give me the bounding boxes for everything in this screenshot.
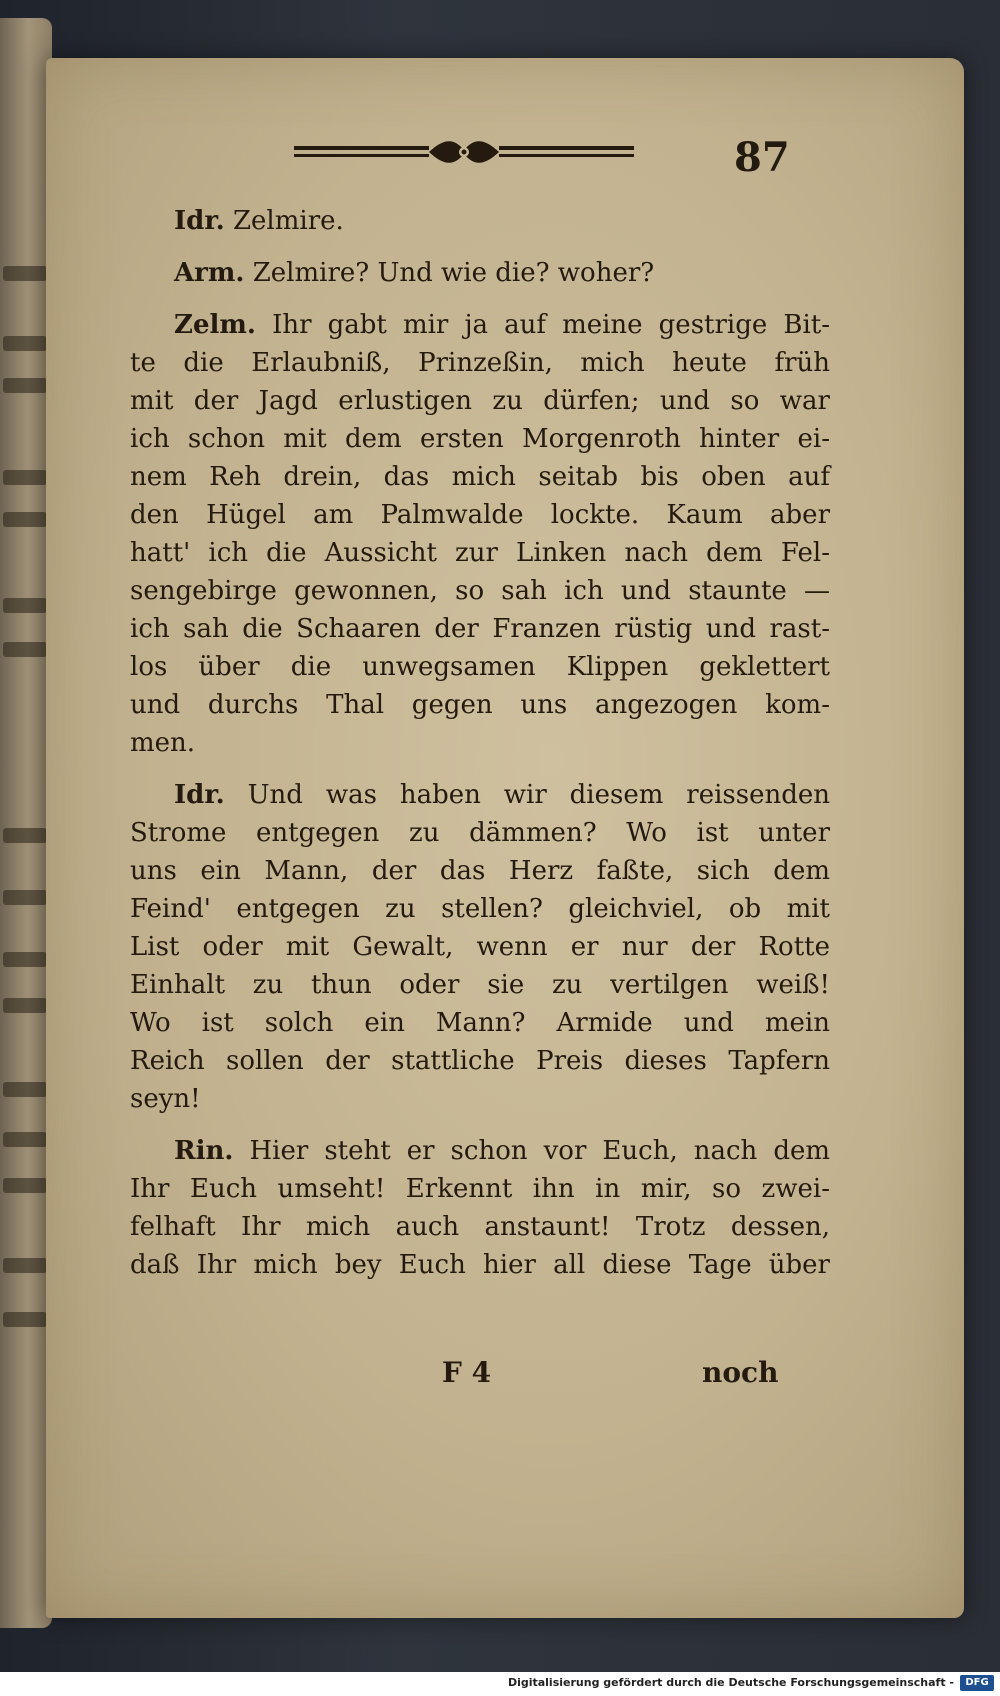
header-ornament (294, 132, 634, 172)
text-line: Feind' entgegen zu stellen? gleichviel, ob mit (130, 894, 830, 924)
catchword: noch (702, 1356, 779, 1389)
text-line: Reich sollen der stattliche Preis dieses Tapfern (130, 1046, 830, 1076)
text-line: mit der Jagd erlustigen zu dürfen; und so war (130, 386, 830, 416)
text-line: Ihr gabt mir ja auf meine gestrige Bit- (272, 310, 831, 340)
signature-mark: F 4 (442, 1356, 492, 1389)
text-line: Ihr Euch umseht! Erkennt ihn in mir, so zwei- (130, 1174, 830, 1204)
text-line: Zelmire. (232, 206, 344, 236)
paragraph (130, 306, 830, 762)
text-line: Und was haben wir diesem reissenden (247, 780, 830, 810)
text-line: Wo ist solch ein Mann? Armide und mein (130, 1008, 830, 1038)
paragraph (130, 254, 830, 292)
text-line: sengebirge gewonnen, so sah ich und staunte — (130, 576, 830, 606)
book-page (46, 58, 964, 1618)
text-line: den Hügel am Palmwalde lockte. Kaum aber (130, 500, 830, 530)
text-line: Einhalt zu thun oder sie zu vertilgen weiß! (130, 970, 830, 1000)
speaker-name: Zelm. (174, 310, 256, 340)
text-line: hatt' ich die Aussicht zur Linken nach dem Fel- (130, 538, 830, 568)
page-number: 87 (734, 134, 790, 181)
text-line: ich sah die Schaaren der Franzen rüstig und rast- (130, 614, 830, 644)
text-line: men. (130, 728, 196, 758)
dfg-logo: DFG (960, 1675, 994, 1691)
text-line: und durchs Thal gegen uns angezogen kom- (130, 690, 830, 720)
text-line: Hier steht er schon vor Euch, nach dem (249, 1136, 830, 1166)
text-line: uns ein Mann, der das Herz faßte, sich dem (130, 856, 830, 886)
paragraph (130, 202, 830, 240)
text-line: te die Erlaubniß, Prinzeßin, mich heute früh (130, 348, 830, 378)
credit-text: Digitalisierung gefördert durch die Deutsche Forschungsgemeinschaft - (507, 1676, 954, 1689)
text-line: seyn! (130, 1084, 201, 1114)
text-line: List oder mit Gewalt, wenn er nur der Rotte (130, 932, 830, 962)
speaker-name: Arm. (174, 258, 245, 288)
text-line: Strome entgegen zu dämmen? Wo ist unter (130, 818, 830, 848)
text-line: nem Reh drein, das mich seitab bis oben auf (130, 462, 830, 492)
text-line: felhaft Ihr mich auch anstaunt! Trotz dessen, (130, 1212, 830, 1242)
paragraph (130, 776, 830, 1118)
text-line: los über die unwegsamen Klippen geklettert (130, 652, 830, 682)
paragraph (130, 1132, 830, 1284)
speaker-name: Idr. (174, 206, 225, 236)
text-line: Zelmire? Und wie die? woher? (252, 258, 655, 288)
text-line: daß Ihr mich bey Euch hier all diese Tage über (130, 1250, 830, 1280)
speaker-name: Rin. (174, 1136, 234, 1166)
body-text (130, 202, 830, 1298)
previous-page-edge (0, 18, 52, 1628)
text-line: ich schon mit dem ersten Morgenroth hinter ei- (130, 424, 830, 454)
speaker-name: Idr. (174, 780, 225, 810)
digitization-footer (0, 1672, 1000, 1696)
